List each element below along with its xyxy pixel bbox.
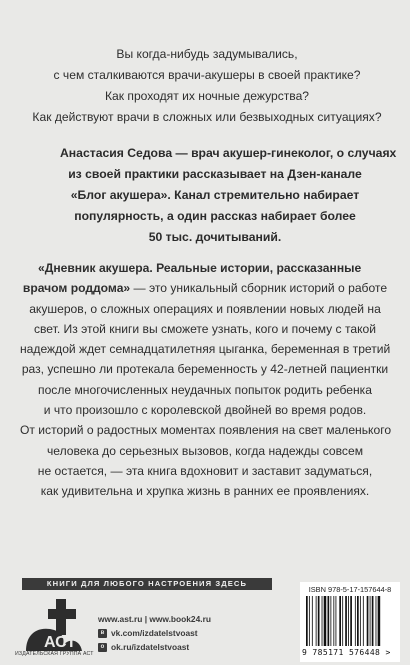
desc-line: как удивительна и хрупка жизнь в ранних ее проявлениях. bbox=[40, 484, 370, 499]
author-line: из своей практики рассказывает на Дзен-канале bbox=[68, 167, 362, 181]
desc-text: — это уникальный сборник историй о работе bbox=[130, 281, 388, 296]
desc-line: после многочисленных неудачных попыток родить ребенка bbox=[38, 382, 372, 397]
desc-line: раз, успешно ли протекала беременность у 42-летней пациентки bbox=[21, 362, 389, 377]
desc-line: От историй о радостных моментах появления на свет маленького bbox=[20, 423, 392, 438]
intro-line: Как действуют врачи в сложных или безвыходных ситуациях? bbox=[32, 110, 382, 124]
desc-line bbox=[20, 278, 390, 298]
ean-digits: 9 785171 576448 > bbox=[302, 648, 391, 657]
slogan-strip: КНИГИ ДЛЯ ЛЮБОГО НАСТРОЕНИЯ ЗДЕСЬ bbox=[22, 578, 272, 590]
intro-questions bbox=[22, 44, 392, 128]
publisher-links bbox=[98, 612, 211, 654]
vk-link[interactable] bbox=[98, 626, 211, 640]
author-line: 50 тыс. дочитываний. bbox=[148, 230, 282, 244]
desc-line: надеждой ждет семнадцатилетняя цыганка, беременная в третий bbox=[20, 342, 391, 357]
websites[interactable]: www.ast.ru | www.book24.ru bbox=[98, 614, 211, 624]
ok-icon: о bbox=[98, 643, 107, 652]
desc-line: акушеров, о сложных операциях и появлении новых людей на bbox=[29, 301, 381, 316]
author-paragraph bbox=[60, 143, 397, 248]
ast-logo bbox=[22, 595, 86, 655]
desc-line: и что произошло с королевской двойней во время родов. bbox=[43, 403, 367, 418]
barcode-block bbox=[300, 582, 400, 662]
author-line: «Блог акушера». Канал стремительно набирает bbox=[70, 188, 360, 202]
desc-line bbox=[20, 258, 390, 278]
author-line: Анастасия Седова — врач акушер-гинеколог, о случаях bbox=[60, 146, 397, 160]
desc-line: не остается, — эта книга вдохновит и заставит задуматься, bbox=[37, 463, 373, 478]
intro-line: Вы когда-нибудь задумывались, bbox=[116, 47, 298, 61]
desc-line: свет. Из этой книги вы сможете узнать, кого и почему с такой bbox=[33, 321, 377, 336]
barcode-bars bbox=[306, 596, 392, 646]
book-title: «Дневник акушера. Реальные истории, рассказанные bbox=[38, 261, 362, 275]
vk-url: vk.com/izdatelstvoast bbox=[111, 628, 198, 638]
intro-line: с чем сталкиваются врачи-акушеры в своей практике? bbox=[53, 68, 361, 82]
book-description bbox=[20, 258, 390, 502]
desc-line: человека до серьезных вызовов, когда надежды совсем bbox=[46, 443, 364, 458]
ok-link[interactable] bbox=[98, 640, 211, 654]
logo-letters: АСТ bbox=[44, 634, 77, 651]
book-title-end: врачом роддома» bbox=[22, 281, 131, 296]
intro-line: Как проходят их ночные дежурства? bbox=[104, 89, 310, 103]
ok-url: ok.ru/izdatelstvoast bbox=[111, 642, 190, 652]
publisher-label: ИЗДАТЕЛЬСКАЯ ГРУППА АСТ bbox=[15, 651, 94, 657]
vk-icon: в bbox=[98, 629, 107, 638]
isbn-number: ISBN 978-5-17-157644-8 bbox=[308, 585, 392, 594]
author-line: популярность, а один рассказ набирает более bbox=[74, 209, 356, 223]
